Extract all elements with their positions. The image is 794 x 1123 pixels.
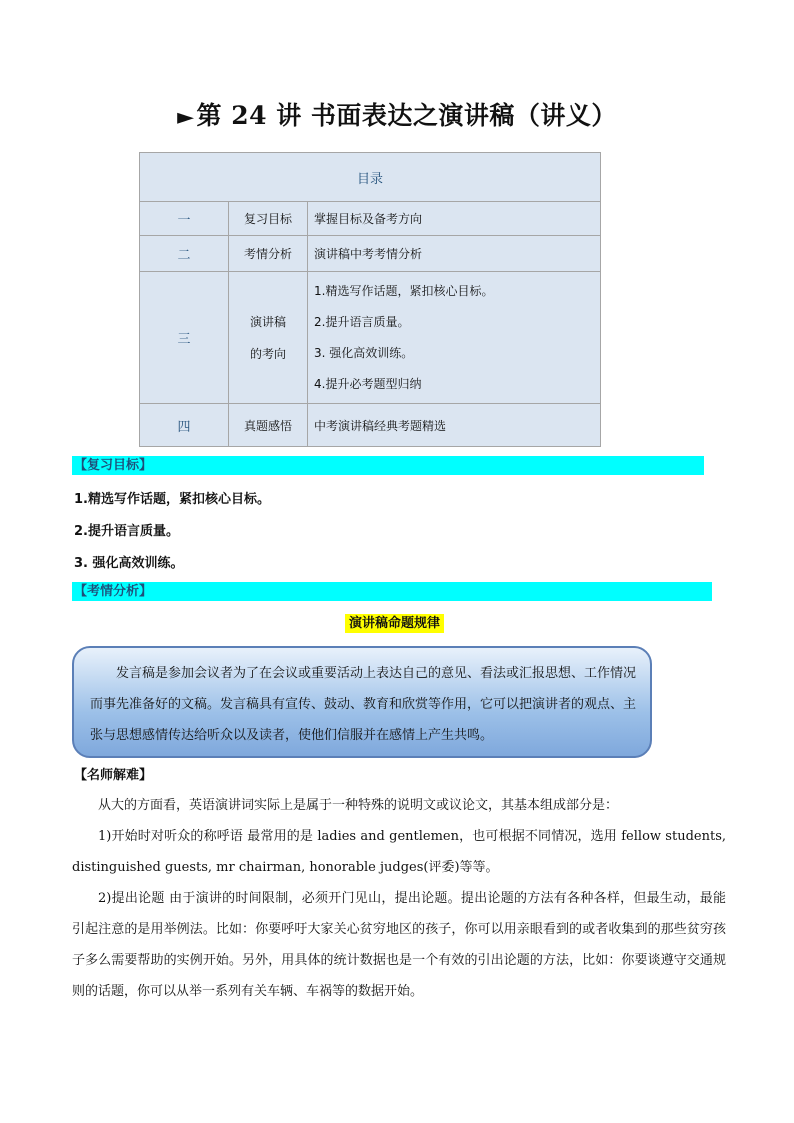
toc-content: 掌握目标及备考方向	[308, 202, 601, 236]
teacher-tips-header: 【名师解难】	[74, 768, 153, 783]
toc-item: 4.提升必考题型归纳	[314, 376, 422, 391]
review-goals-header: 【复习目标】	[72, 456, 704, 475]
review-goal: 3. 强化高效训练。	[74, 556, 184, 571]
paragraph: 2)提出论题 由于演讲的时间限制，必须开门见山，提出论题。提出论题的方法有各种各样，但最生动，最能引起注意的是用举例法。比如：你要呼吁大家关心贫穷地区的孩子，你可以用亲眼看到的或者收集到的那些贫穷孩子多么需要帮助的实例开始。另外，用具体的统计数据也是一个有效的引出论题的方法，比如：你要谈遵守交通规则的话题，你可以从举一系列有关车辆、车祸等的数据开始。	[72, 891, 726, 999]
toc-content	[308, 272, 601, 404]
toc-item: 2.提升语言质量。	[314, 314, 410, 329]
toc-header: 目录	[140, 153, 601, 202]
table-row	[140, 202, 601, 236]
table-of-contents	[139, 152, 601, 447]
toc-num: 三	[140, 272, 229, 404]
toc-num: 二	[140, 236, 229, 272]
toc-section: 复习目标	[229, 202, 308, 236]
toc-section: 考情分析	[229, 236, 308, 272]
toc-section: 真题感悟	[229, 404, 308, 447]
toc-section-line: 的考向	[249, 346, 286, 361]
toc-section-line: 演讲稿	[249, 314, 286, 329]
table-row	[140, 236, 601, 272]
definition-callout: 发言稿是参加会议者为了在会议或重要活动上表达自己的意见、看法或汇报思想、工作情况而事先准备好的文稿。发言稿具有宣传、鼓动、教育和欣赏等作用，它可以把演讲者的观点、主张与思想感情传达给听众以及读者，使他们信服并在感情上产生共鸣。	[72, 646, 652, 758]
page-title	[0, 96, 794, 132]
table-row	[140, 404, 601, 447]
toc-content: 演讲稿中考考情分析	[308, 236, 601, 272]
toc-content: 中考演讲稿经典考题精选	[308, 404, 601, 447]
title-text: 第 24 讲 书面表达之演讲稿（讲义）	[196, 101, 617, 130]
triangle-marker-icon: ►	[177, 104, 195, 130]
table-row	[140, 272, 601, 404]
toc-num: 一	[140, 202, 229, 236]
paragraph: 从大的方面看，英语演讲词实际上是属于一种特殊的说明文或议论文，其基本组成部分是：	[98, 798, 619, 813]
toc-num: 四	[140, 404, 229, 447]
review-goal: 1.精选写作话题，紧扣核心目标。	[74, 492, 270, 507]
toc-item: 3. 强化高效训练。	[314, 345, 414, 360]
analysis-header: 【考情分析】	[72, 582, 712, 601]
toc-section	[229, 272, 308, 404]
toc-item: 1.精选写作话题，紧扣核心目标。	[314, 283, 494, 298]
review-goal: 2.提升语言质量。	[74, 524, 179, 539]
highlight-heading: 演讲稿命题规律	[345, 614, 444, 633]
teacher-tips-body	[72, 790, 726, 1007]
paragraph: 1)开始时对听众的称呼语 最常用的是 ladies and gentlemen，也可根据不同情况，选用 fellow students, distinguished guests, mr chairman, honorable judges(评委)等等。	[72, 829, 726, 875]
